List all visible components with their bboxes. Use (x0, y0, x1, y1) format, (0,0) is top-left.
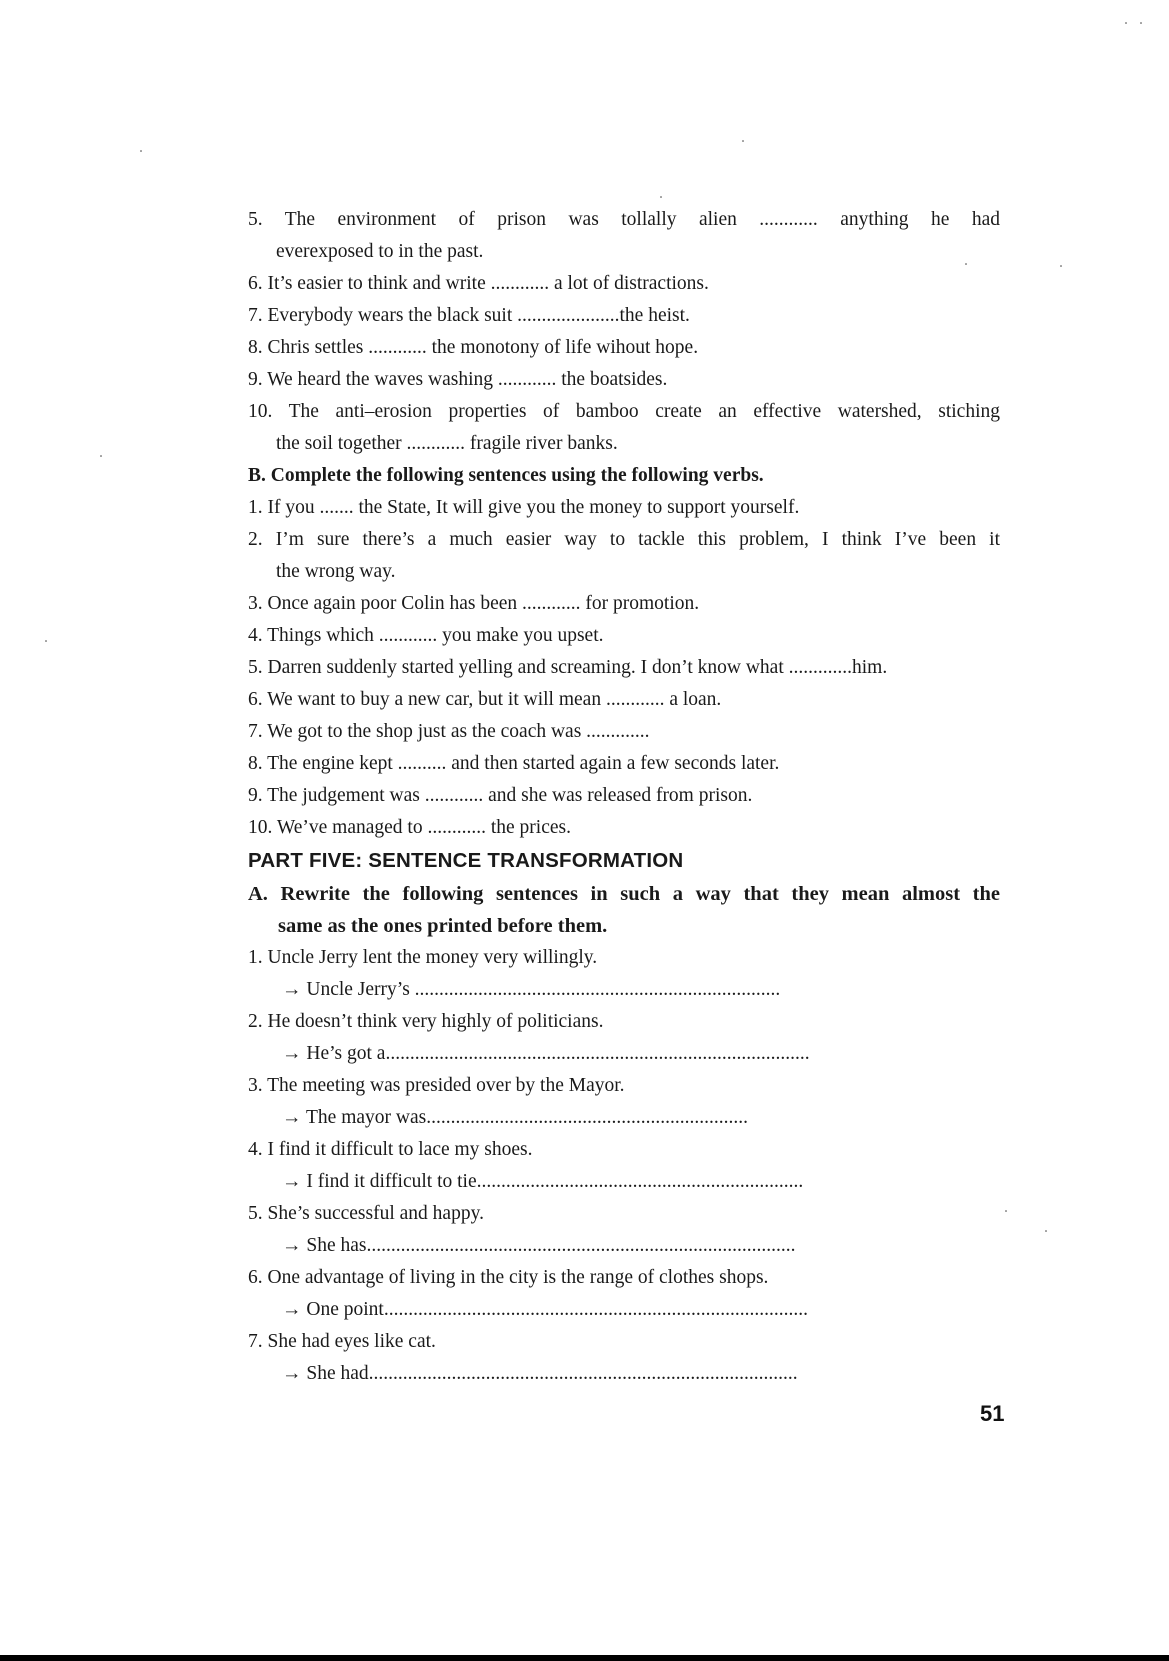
exercise-item-10-line-1: 10. The anti–erosion properties of bamboo create an effective watershed, stiching (248, 401, 1000, 422)
section-b (248, 460, 1000, 844)
exercise-item-5-line-1: 5. The environment of prison was tollally alien ............ anything he had (248, 209, 1000, 230)
section-b-item-3: 3. Once again poor Colin has been ............ for promotion. (248, 593, 700, 614)
transformation-item-7-question: 7. She had eyes like cat. (248, 1331, 436, 1352)
scan-bottom-edge (0, 1655, 1169, 1661)
scan-speck (100, 455, 102, 457)
scan-speck (1060, 265, 1062, 267)
scan-speck (742, 140, 744, 142)
scan-speck (140, 150, 142, 152)
part-five-section-a-heading-line-2: same as the ones printed before them. (278, 915, 608, 937)
scan-speck (1125, 22, 1127, 24)
part-five (248, 844, 1000, 1390)
scan-speck (660, 196, 662, 198)
scan-speck (45, 640, 47, 642)
transformation-item-2-question: 2. He doesn’t think very highly of politicians. (248, 1011, 604, 1032)
exercise-item-8: 8. Chris settles ............ the monotony of life wihout hope. (248, 337, 699, 358)
scan-speck (1045, 1230, 1047, 1232)
transformation-item-1-question: 1. Uncle Jerry lent the money very willingly. (248, 947, 598, 968)
section-b-item-1: 1. If you ....... the State, It will give you the money to support yourself. (248, 497, 800, 518)
exercise-item-10-line-2: the soil together ............ fragile river banks. (276, 433, 618, 454)
transformation-item-3-answer: → The mayor was.................................................................. (282, 1107, 748, 1128)
transformation-item-3-question: 3. The meeting was presided over by the Mayor. (248, 1075, 625, 1096)
exercise-item-5-line-2: everexposed to in the past. (276, 241, 484, 262)
section-b-item-8: 8. The engine kept .......... and then started again a few seconds later. (248, 753, 780, 774)
section-b-item-2-line-2: the wrong way. (276, 561, 396, 582)
section-b-item-4: 4. Things which ............ you make you upset. (248, 625, 604, 646)
section-b-item-9: 9. The judgement was ............ and she was released from prison. (248, 785, 753, 806)
part-five-title: PART FIVE: SENTENCE TRANSFORMATION (248, 849, 684, 872)
section-b-item-6: 6. We want to buy a new car, but it will mean ............ a loan. (248, 689, 722, 710)
transformation-item-2-answer: → He’s got a....................................................................................... (282, 1043, 810, 1064)
scan-speck (1005, 1210, 1007, 1212)
transformation-item-4-answer: → I find it difficult to tie................................................................... (282, 1171, 804, 1192)
part-five-section-a-heading-line-1: A. Rewrite the following sentences in such a way that they mean almost the (248, 883, 1000, 905)
page-content (248, 204, 1000, 1390)
scan-speck (965, 263, 967, 265)
transformation-item-5-answer: → She has........................................................................................ (282, 1235, 796, 1256)
section-b-heading: B. Complete the following sentences using the following verbs. (248, 465, 764, 486)
transformation-item-6-question: 6. One advantage of living in the city is the range of clothes shops. (248, 1267, 769, 1288)
section-b-item-7: 7. We got to the shop just as the coach was ............. (248, 721, 650, 742)
transformation-item-4-question: 4. I find it difficult to lace my shoes. (248, 1139, 533, 1160)
transformation-item-5-question: 5. She’s successful and happy. (248, 1203, 484, 1224)
section-a-continued (248, 204, 1000, 460)
transformation-item-6-answer: → One point....................................................................................... (282, 1299, 808, 1320)
exercise-item-6: 6. It’s easier to think and write ............ a lot of distractions. (248, 273, 709, 294)
section-b-item-10: 10. We’ve managed to ............ the prices. (248, 817, 571, 838)
transformation-item-1-answer: → Uncle Jerry’s ........................................................................... (282, 979, 781, 1000)
scan-speck (1140, 22, 1142, 24)
transformation-item-7-answer: → She had........................................................................................ (282, 1363, 798, 1384)
exercise-item-9: 9. We heard the waves washing ............ the boatsides. (248, 369, 668, 390)
section-b-item-5: 5. Darren suddenly started yelling and screaming. I don’t know what .............him. (248, 657, 888, 678)
page-number: 51 (980, 1401, 1005, 1426)
section-b-item-2-line-1: 2. I’m sure there’s a much easier way to tackle this problem, I think I’ve been it (248, 529, 1000, 550)
exercise-item-7: 7. Everybody wears the black suit .....................the heist. (248, 305, 690, 326)
